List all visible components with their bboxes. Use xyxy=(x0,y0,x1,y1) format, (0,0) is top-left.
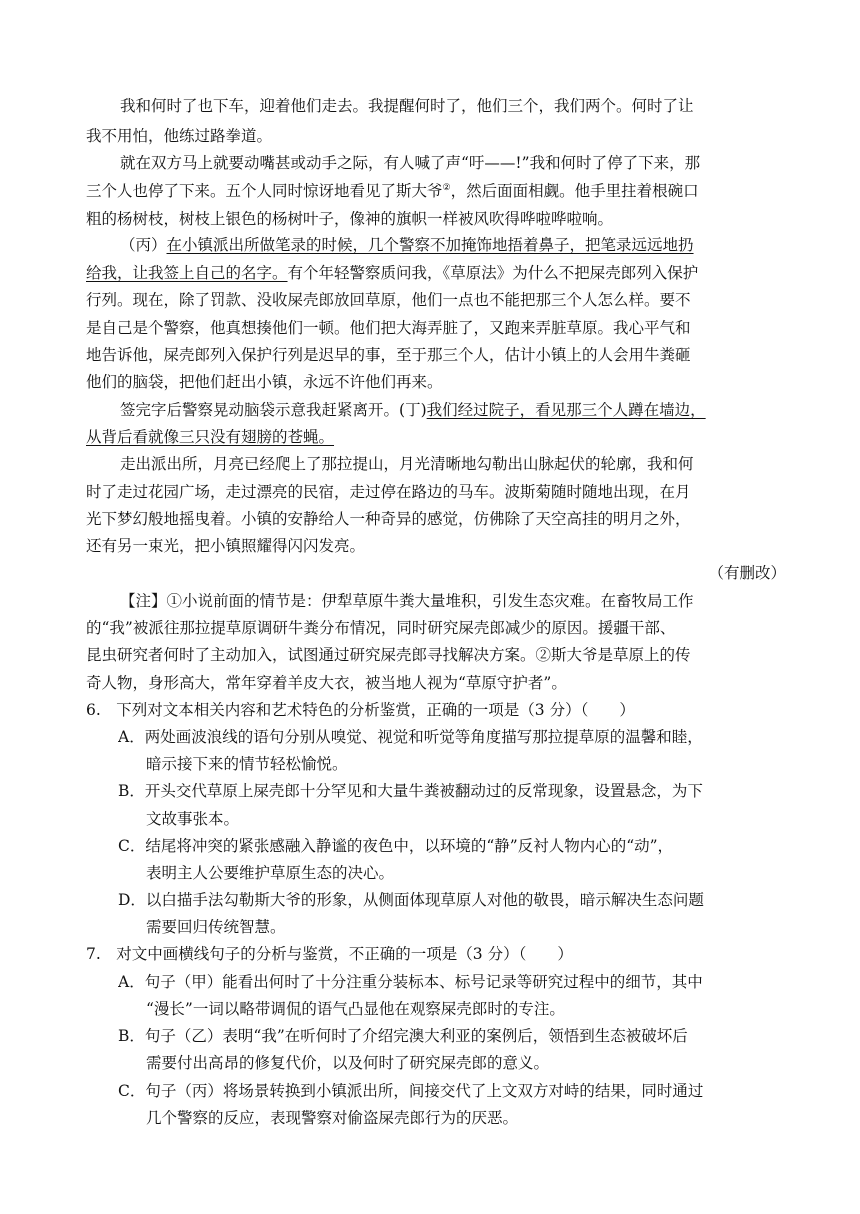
passage-line: 光下梦幻般地摇曳着。小镇的安静给人一种奇异的感觉，仿佛除了天空高挂的明月之外， xyxy=(86,510,691,528)
passage-line xyxy=(86,181,786,201)
question-7-stem: 7. 对文中画横线句子的分析与鉴赏，不正确的一项是（3 分）（ ） xyxy=(86,945,573,963)
text-segment: 有个年轻警察质问我，《草原法》为什么不把屎壳郎列入保护 xyxy=(287,264,699,282)
q7-option-c: C．句子（丙）将场景转换到小镇派出所，间接交代了上文双方对峙的结果，同时通过 xyxy=(118,1082,704,1100)
q6-option-c-cont: 表明主人公要维护草原生态的决心。 xyxy=(146,864,395,882)
passage-line: 我和何时了也下车，迎着他们走去。我提醒何时了，他们三个，我们两个。何时了让 xyxy=(120,97,694,115)
passage-line: 还有另一束光，把小镇照耀得闪闪发亮。 xyxy=(86,537,366,555)
underlined-sentence: 我们经过院子，看见那三个人蹲在墙边， xyxy=(426,401,706,419)
passage-line: 我不用怕，他练过路拳道。 xyxy=(86,127,273,145)
passage-line: 行列。现在，除了罚款、没收屎壳郎放回草原，他们一点也不能把那三个人怎么样。要不 xyxy=(86,291,691,309)
q7-option-a-cont: “漫长”一词以略带调侃的语气凸显他在观察屎壳郎时的专注。 xyxy=(146,1000,565,1018)
source-note: （有删改） xyxy=(708,564,786,582)
passage-line: 他们的脑袋，把他们赶出小镇，永远不许他们再来。 xyxy=(86,373,443,391)
text-segment: 签完字后警察晃动脑袋示意我赶紧离开。 xyxy=(120,401,400,419)
underlined-sentence: 在小镇派出所做笔录的时候，几个警察不加掩饰地捂着鼻子，把笔录远远地扔 xyxy=(166,236,694,254)
q7-option-b-cont: 需要付出高昂的修复代价，以及何时了研究屎壳郎的意义。 xyxy=(146,1054,550,1072)
note-line: 的“我”被派往那拉提草原调研牛粪分布情况，同时研究屎壳郎减少的原因。援疆干部、 xyxy=(86,619,676,637)
note-line: 奇人物，身形高大，常年穿着羊皮大衣，被当地人视为“草原守护者”。 xyxy=(86,674,567,692)
passage-line xyxy=(120,235,786,255)
q6-option-a: A．两处画波浪线的语句分别从嗅觉、视觉和听觉等角度描写那拉提草原的温馨和睦， xyxy=(118,728,703,746)
q6-option-d: D．以白描手法勾勒斯大爷的形象，从侧面体现草原人对他的敬畏，暗示解决生态问题 xyxy=(118,891,704,909)
passage-line xyxy=(86,263,786,283)
q6-option-b-cont: 文故事张本。 xyxy=(146,810,240,828)
passage-line: 粗的杨树枝，树枝上银色的杨树叶子，像神的旗帜一样被风吹得哗啦哗啦响。 xyxy=(86,210,614,228)
q7-option-b: B．句子（乙）表明“我”在听何时了介绍完澳大利亚的案例后，领悟到生态被破坏后 xyxy=(118,1027,688,1045)
passage-line: 走出派出所，月亮已经爬上了那拉提山，月光清晰地勾勒出山脉起伏的轮廓，我和何 xyxy=(120,455,694,473)
sentence-marker: （丙） xyxy=(120,236,167,254)
passage-line: 地告诉他，屎壳郎列入保护行列是迟早的事，至于那三个人，估计小镇上的人会用牛粪砸 xyxy=(86,346,691,364)
passage-line xyxy=(120,400,786,420)
sentence-marker: (丁) xyxy=(399,401,427,419)
q6-option-a-cont: 暗示接下来的情节轻松愉悦。 xyxy=(146,755,348,773)
underlined-sentence: 给我，让我签上自己的名字。 xyxy=(86,264,288,282)
text-segment: 三个人也停了下来。五个人同时惊讶地看见了斯大爷 xyxy=(86,182,443,200)
note-line: 【注】①小说前面的情节是：伊犁草原牛粪大量堆积，引发生态灾难。在畜牧局工作 xyxy=(120,592,694,610)
q7-option-a: A．句子（甲）能看出何时了十分注重分装标本、标号记录等研究过程中的细节，其中 xyxy=(118,973,703,991)
passage-line: 时了走过花园广场，走过漂亮的民宿，走过停在路边的马车。波斯菊随时随地出现，在月 xyxy=(86,483,691,501)
passage-line: 就在双方马上就要动嘴甚或动手之际，有人喊了声“吁——!”我和何时了停了下来，那 xyxy=(120,154,701,172)
q6-option-c: C．结尾将冲突的紧张感融入静谧的夜色中，以环境的“静”反衬人物内心的“动”， xyxy=(118,837,674,855)
question-6-stem: 6. 下列对文本相关内容和艺术特色的分析鉴赏，正确的一项是（3 分）（ ） xyxy=(86,701,635,719)
q6-option-d-cont: 需要回归传统智慧。 xyxy=(146,918,286,936)
note-line: 昆虫研究者何时了主动加入，试图通过研究屎壳郎寻找解决方案。②斯大爷是草原上的传 xyxy=(86,646,691,664)
passage-line: 是自己是个警察，他真想揍他们一顿。他们把大海弄脏了，又跑来弄脏草原。我心平气和 xyxy=(86,319,691,337)
q7-option-c-cont: 几个警察的反应，表现警察对偷盗屎壳郎行为的厌恶。 xyxy=(146,1109,519,1127)
q6-option-b: B．开头交代草原上屎壳郎十分罕见和大量牛粪被翻动过的反常现象，设置悬念，为下 xyxy=(118,782,703,800)
underlined-sentence: 从背后看就像三只没有翅膀的苍蝇。 xyxy=(86,428,335,446)
passage-line xyxy=(86,427,786,447)
footnote-marker: ② xyxy=(442,182,451,193)
text-segment: ，然后面面相觑。他手里拄着根碗口 xyxy=(450,182,699,200)
